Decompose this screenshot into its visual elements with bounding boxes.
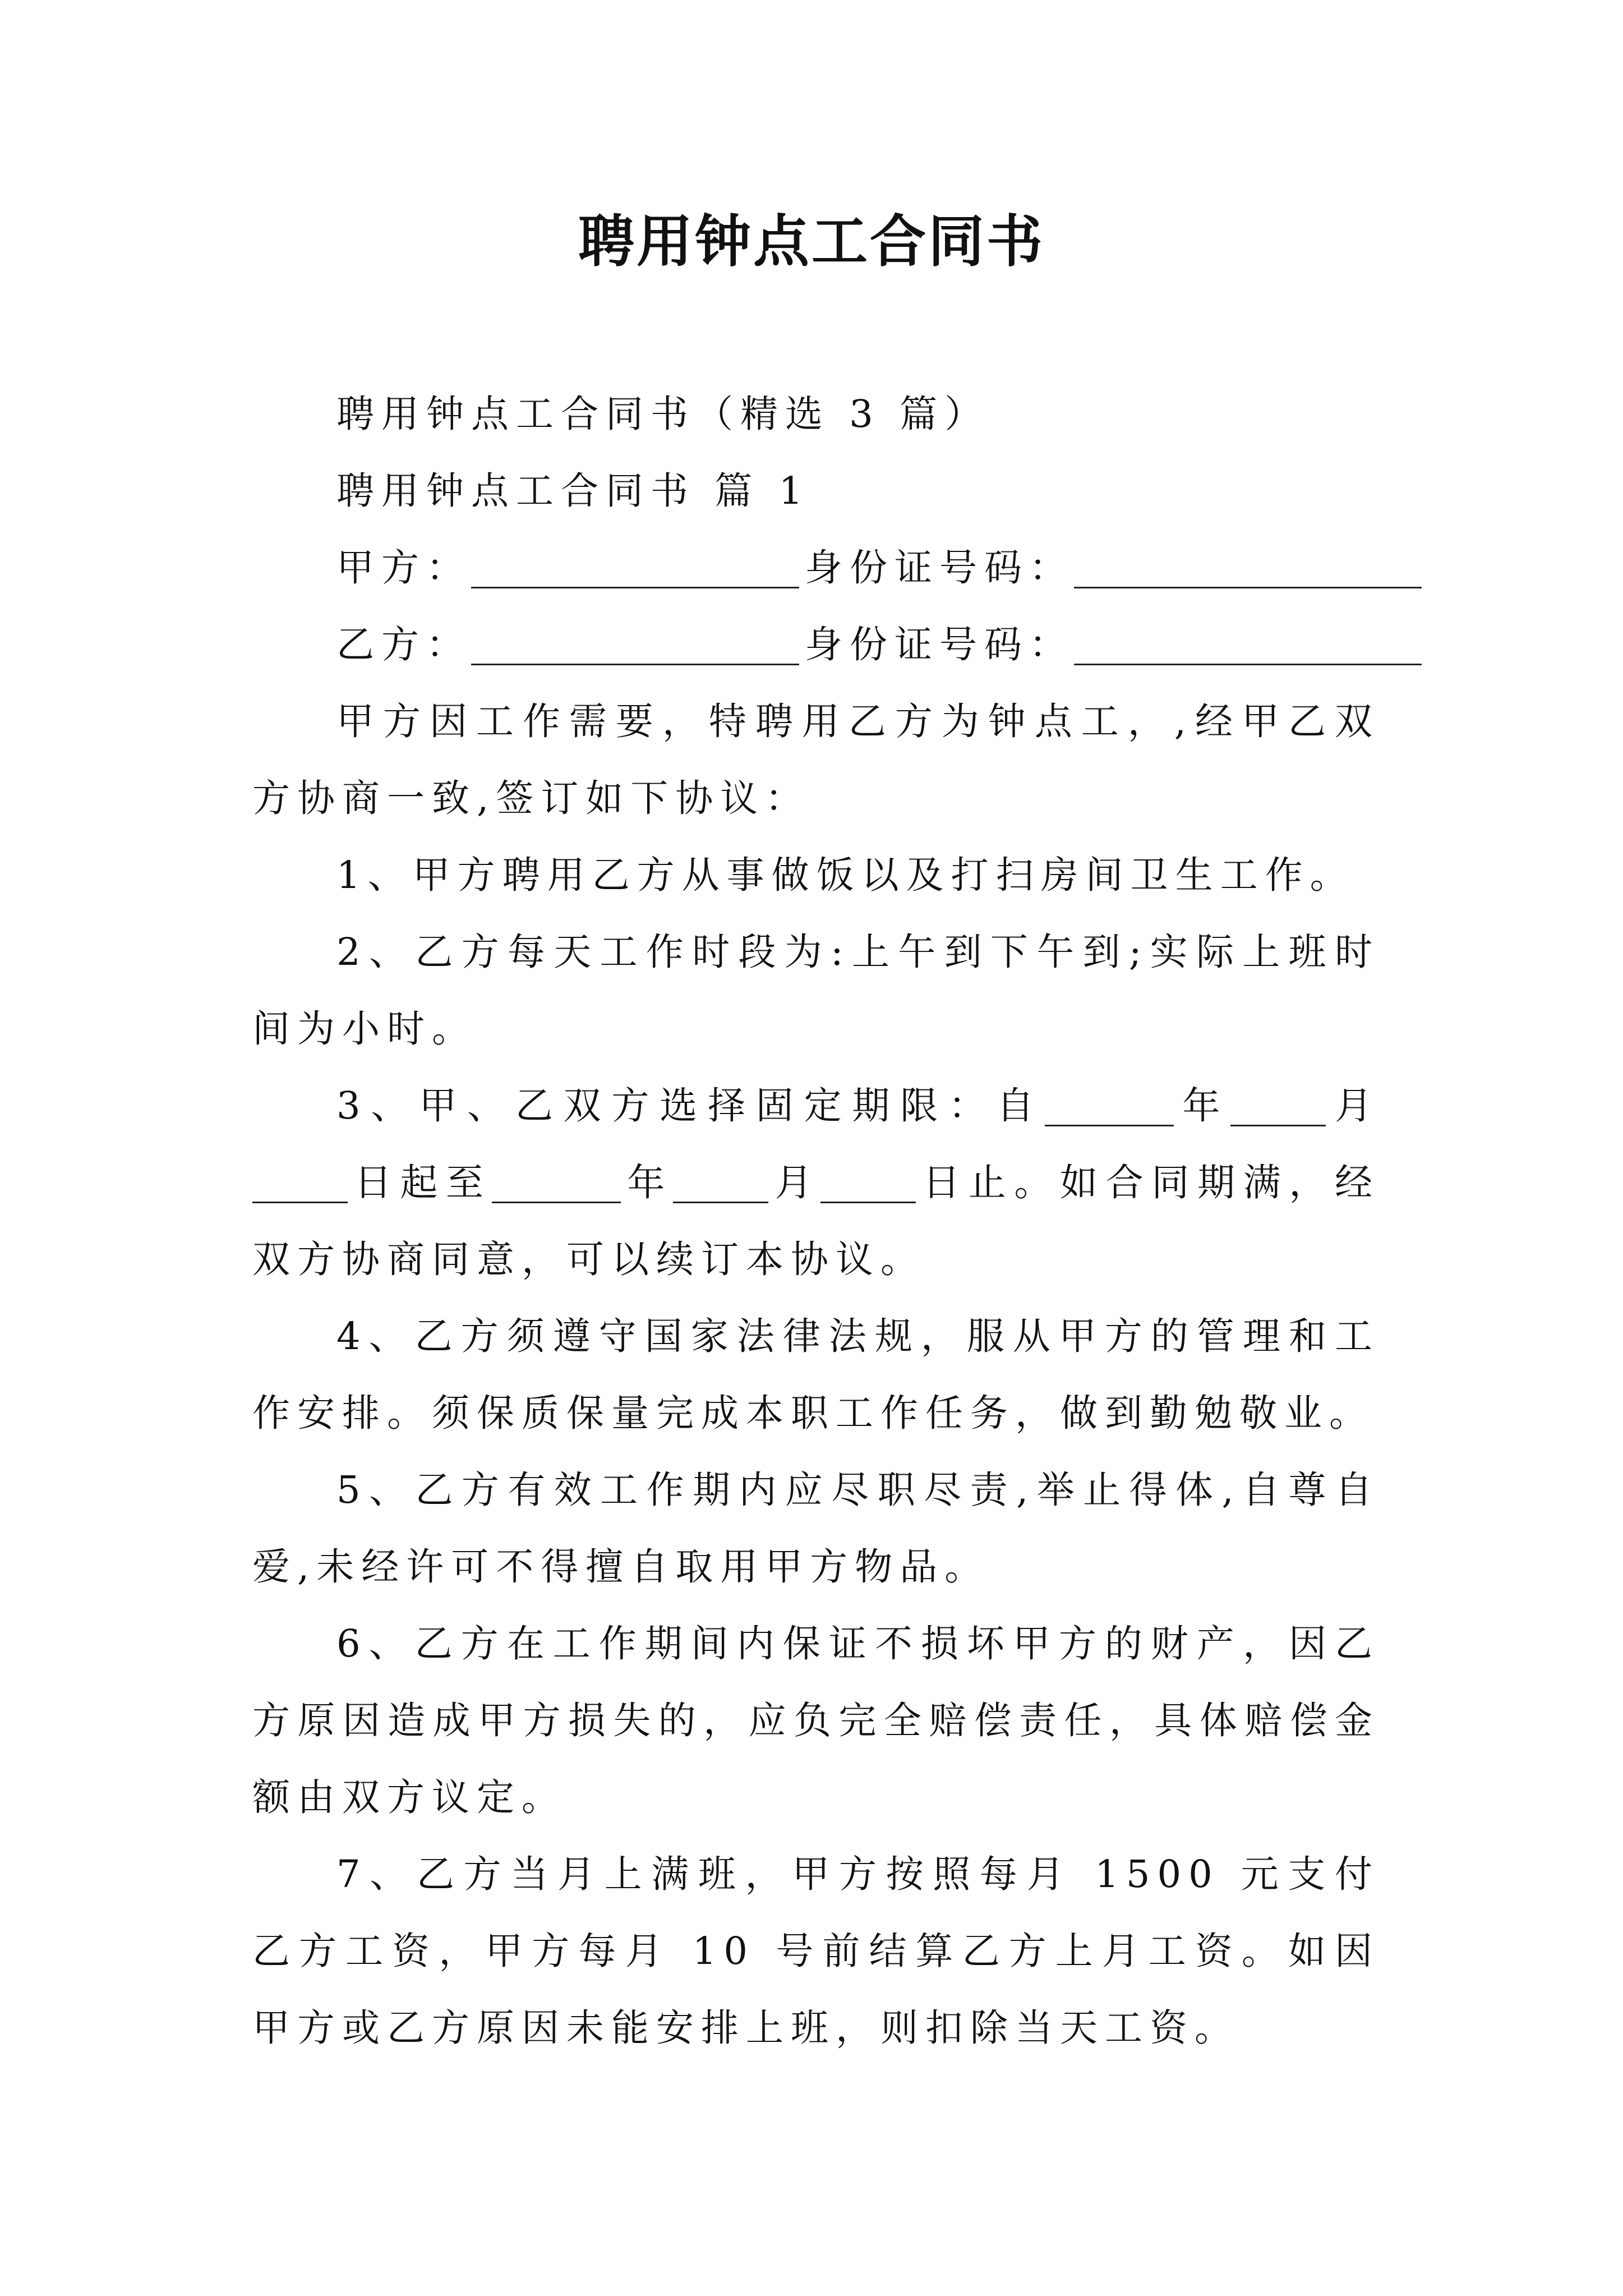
clause-7-text: 7、乙方当月上满班，甲方按照每月 1500 元支付乙方工资，甲方每月 10 号前结算乙方上月工资。如因甲方或乙方原因未能安排上班，则扣除当天工资。 xyxy=(252,1852,1380,2050)
party-a-row xyxy=(252,530,1380,606)
start-year-label: 年 xyxy=(1179,1084,1231,1128)
clause-4 xyxy=(252,1298,1380,1452)
clause-1 xyxy=(252,837,1380,914)
party-b-id-blank xyxy=(1074,619,1422,665)
clause-6-text: 6、乙方在工作期间内保证不损坏甲方的财产，因乙方原因造成甲方损失的，应负完全赔偿责任，具体赔偿金额由双方议定。 xyxy=(252,1622,1380,1819)
clause-3-text xyxy=(252,1068,1380,1298)
part-subtitle: 聘用钟点工合同书 篇 1 xyxy=(336,469,810,513)
start-month-blank xyxy=(1230,1080,1326,1126)
end-day-blank xyxy=(820,1157,916,1203)
clause-3-tail: 日止。如合同期满，经双方协商同意，可以续订本协议。 xyxy=(252,1161,1380,1281)
clause-4-text: 4、乙方须遵守国家法律法规，服从甲方的管理和工作安排。须保质保量完成本职工作任务，做到勤勉敬业。 xyxy=(252,1314,1380,1435)
party-a-name-blank xyxy=(471,542,799,588)
party-b-id-label: 身份证号码： xyxy=(805,623,1074,666)
party-a-id-label: 身份证号码： xyxy=(805,546,1074,590)
clause-5-text: 5、乙方有效工作期内应尽职尽责,举止得体,自尊自爱,未经许可不得擅自取用甲方物品。 xyxy=(252,1468,1380,1589)
party-a-label: 甲方： xyxy=(336,546,471,590)
end-month-blank xyxy=(673,1157,768,1203)
intro-paragraph xyxy=(252,683,1380,837)
start-month-label: 月 xyxy=(1331,1084,1380,1128)
end-year-label: 年 xyxy=(626,1161,674,1204)
clause-1-text: 1、甲方聘用乙方从事做饭以及打扫房间卫生工作。 xyxy=(336,853,1355,897)
party-b-row xyxy=(252,606,1380,683)
clause-7 xyxy=(252,1836,1380,2067)
clause-6 xyxy=(252,1605,1380,1836)
start-day-label: 日起至 xyxy=(353,1161,492,1204)
clause-2 xyxy=(252,914,1380,1068)
clause-3 xyxy=(252,1068,1380,1298)
end-year-blank xyxy=(492,1157,621,1203)
clause-3-lead: 3、甲、乙双方选择固定期限：自 xyxy=(336,1084,1045,1128)
clause-5 xyxy=(252,1452,1380,1605)
party-a-id-blank xyxy=(1074,542,1422,588)
collection-subtitle: 聘用钟点工合同书（精选 3 篇） xyxy=(336,392,990,436)
end-month-label: 月 xyxy=(774,1161,821,1204)
party-b-label: 乙方： xyxy=(336,623,471,666)
start-year-blank xyxy=(1045,1080,1174,1126)
document-body xyxy=(252,376,1380,2067)
clause-2-text: 2、乙方每天工作时段为:上午到下午到;实际上班时间为小时。 xyxy=(252,930,1380,1051)
party-b-name-blank xyxy=(471,619,799,665)
document-title: 聘用钟点工合同书 xyxy=(578,208,1045,274)
start-day-blank xyxy=(252,1157,348,1203)
intro-text: 甲方因工作需要，特聘用乙方为钟点工，,经甲乙双方协商一致,签订如下协议： xyxy=(252,700,1380,820)
